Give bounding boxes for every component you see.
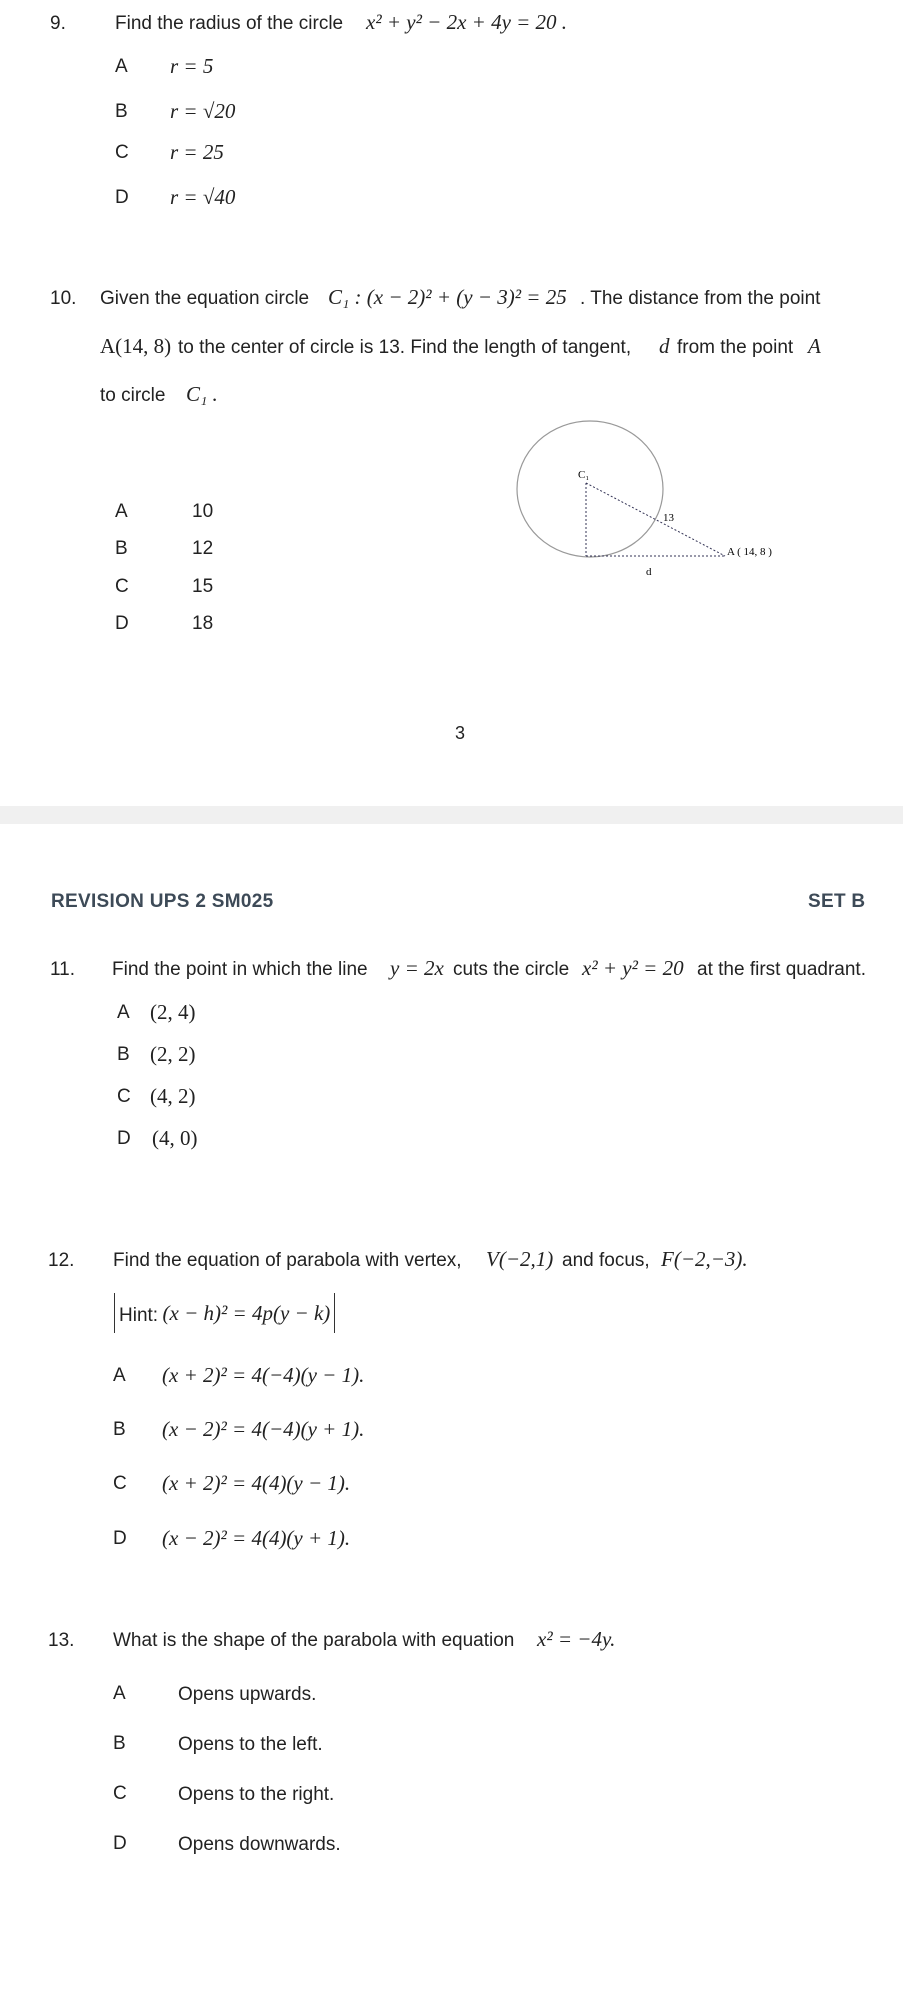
question-number: 12.	[48, 1250, 75, 1271]
hint-box	[114, 1293, 335, 1333]
option-letter: D	[113, 1833, 127, 1854]
option-value: 10	[192, 501, 214, 522]
option-letter: B	[113, 1733, 126, 1754]
question-text: to the center of circle is 13. Find the length of tangent,	[178, 337, 632, 358]
option-letter: B	[115, 101, 128, 122]
circle-shape	[517, 421, 663, 557]
option-letter: C	[113, 1783, 127, 1804]
option-letter: D	[115, 613, 129, 634]
option-letter: A	[113, 1365, 126, 1386]
page-number: 3	[455, 723, 466, 743]
question-number: 13.	[48, 1630, 75, 1651]
option-value: (2, 4)	[150, 1000, 196, 1024]
question-equation: x² + y² − 2x + 4y = 20 .	[366, 10, 568, 34]
question-number: 9.	[50, 13, 66, 34]
question-text: Find the equation of parabola with vertex,	[113, 1250, 462, 1271]
option-letter: B	[117, 1044, 130, 1065]
option-letter: C	[113, 1473, 127, 1494]
question-number: 11.	[50, 959, 76, 980]
question-text: to circle	[100, 385, 166, 406]
question-text: at the first quadrant.	[697, 959, 866, 980]
option-letter: B	[115, 538, 128, 559]
circle-equation: x² + y² = 20	[582, 956, 684, 980]
option-letter: B	[113, 1419, 126, 1440]
tangent-diagram	[505, 415, 805, 590]
question-equation: x² = −4y.	[537, 1627, 616, 1651]
option-letter: A	[117, 1002, 130, 1023]
tangent-label: d	[646, 566, 652, 578]
option-value: (4, 0)	[152, 1126, 198, 1150]
option-value: (4, 2)	[150, 1084, 196, 1108]
tangent-symbol: d	[659, 334, 670, 358]
page-separator	[0, 806, 903, 824]
option-value: r = √40	[170, 185, 236, 209]
hint-label: Hint:	[119, 1305, 159, 1326]
option-value: (x − 2)² = 4(−4)(y + 1).	[162, 1417, 365, 1441]
option-value: (x + 2)² = 4(4)(y − 1).	[162, 1471, 351, 1495]
question-text: What is the shape of the parabola with equation	[113, 1630, 515, 1651]
question-text: Find the radius of the circle	[115, 13, 344, 34]
question-equation: C₁ : (x − 2)² + (y − 3)² = 25	[328, 285, 567, 309]
option-value: Opens upwards.	[178, 1684, 317, 1705]
option-value: Opens to the left.	[178, 1734, 323, 1755]
question-text: Given the equation circle	[100, 288, 310, 309]
option-letter: C	[117, 1086, 131, 1107]
option-letter: C	[115, 576, 129, 597]
page-header-right: SET B	[808, 891, 866, 912]
point-label: A ( 14, 8 )	[727, 546, 772, 558]
option-value: r = √20	[170, 99, 236, 123]
option-value: (x + 2)² = 4(−4)(y − 1).	[162, 1363, 365, 1387]
point-label: A(14, 8)	[100, 334, 172, 358]
question-text: and focus,	[562, 1250, 650, 1271]
vertex-value: V(−2,1)	[486, 1247, 554, 1271]
option-value: r = 25	[170, 140, 224, 164]
option-value: r = 5	[170, 54, 214, 78]
center-label: C₁	[578, 469, 590, 481]
option-letter: C	[115, 142, 129, 163]
option-letter: D	[115, 187, 129, 208]
option-letter: A	[115, 501, 128, 522]
question-text: from the point	[677, 337, 794, 358]
option-value: 15	[192, 576, 214, 597]
option-value: (x − 2)² = 4(4)(y + 1).	[162, 1526, 351, 1550]
page-header-left: REVISION UPS 2 SM025	[51, 891, 274, 912]
circle-symbol: C₁ .	[186, 382, 218, 406]
question-text: Find the point in which the line	[112, 959, 368, 980]
hypotenuse-label: 13	[663, 512, 674, 524]
option-letter: A	[113, 1683, 126, 1704]
question-text: cuts the circle	[453, 959, 570, 980]
point-symbol: A	[808, 334, 821, 358]
option-value: 12	[192, 538, 214, 559]
focus-value: F(−2,−3).	[661, 1247, 748, 1271]
line-equation: y = 2x	[390, 956, 444, 980]
hint-equation: (x − h)² = 4p(y − k)	[162, 1301, 331, 1325]
option-value: 18	[192, 613, 214, 634]
option-value: (2, 2)	[150, 1042, 196, 1066]
option-letter: A	[115, 56, 128, 77]
option-value: Opens to the right.	[178, 1784, 335, 1805]
option-letter: D	[113, 1528, 127, 1549]
option-value: Opens downwards.	[178, 1834, 341, 1855]
question-number: 10.	[50, 288, 77, 309]
question-text: . The distance from the point	[580, 288, 821, 309]
option-letter: D	[117, 1128, 131, 1149]
